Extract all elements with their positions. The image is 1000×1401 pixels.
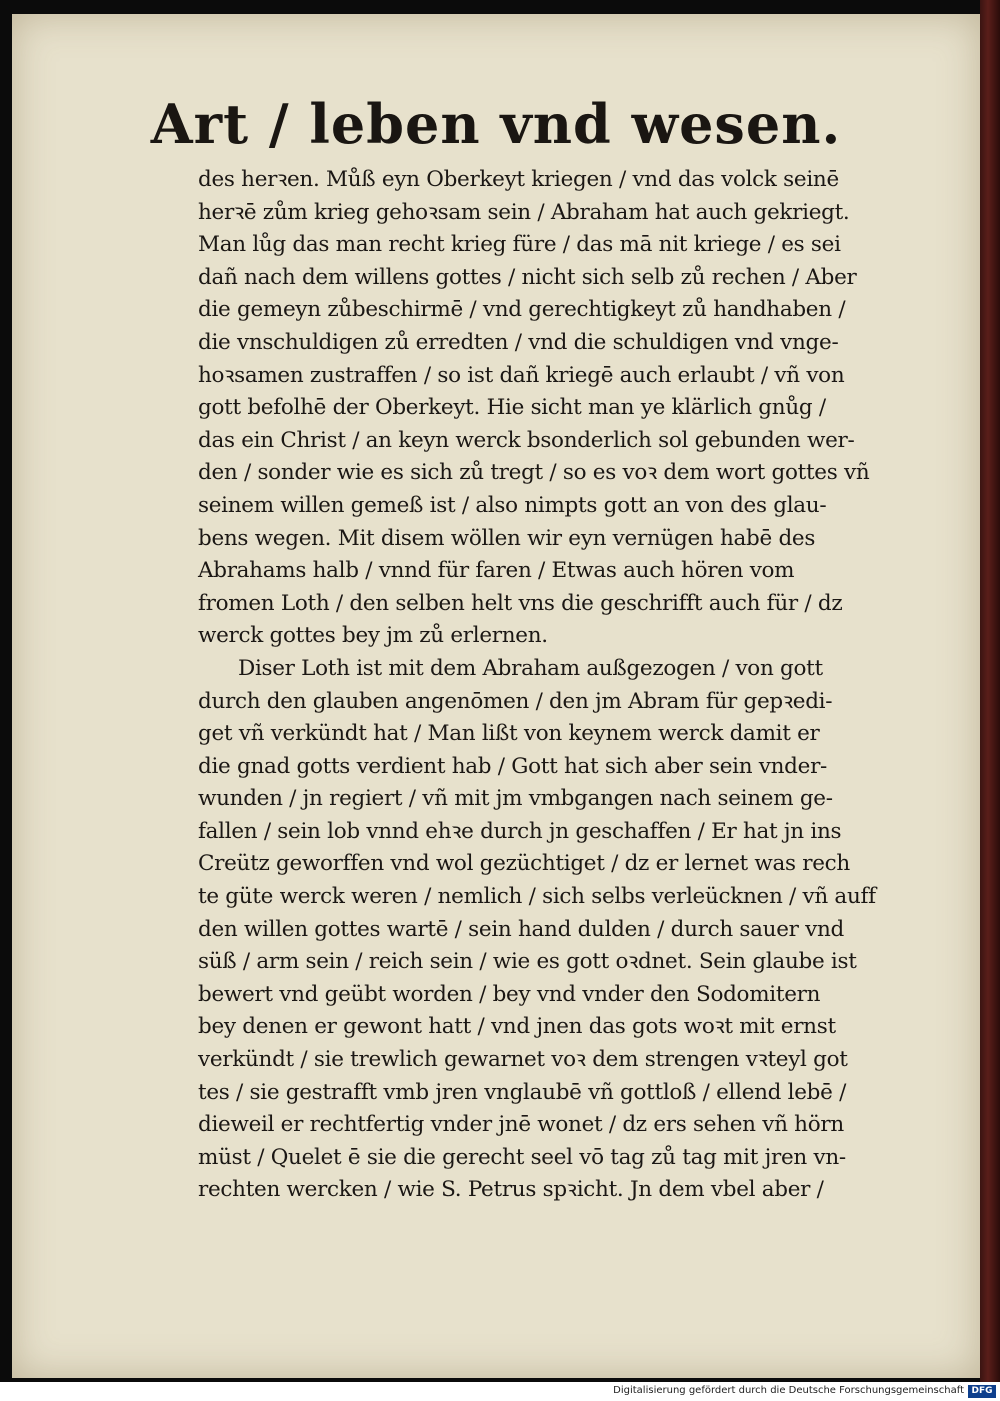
book-spine	[980, 0, 1000, 1382]
text-line: bens wegen. Mit disem wöllen wir eyn vernügen habē des	[198, 525, 816, 551]
text-line: den willen gottes wartē / sein hand dulden / durch sauer vnd	[198, 916, 845, 942]
dfg-logo: DFG	[968, 1385, 996, 1398]
text-line: bewert vnd geübt worden / bey vnd vnder den Sodomitern	[198, 981, 821, 1007]
funding-credit: Digitalisierung gefördert durch die Deutsche Forschungsgemeinschaft	[613, 1385, 964, 1396]
text-line: süß / arm sein / reich sein / wie es gott oꝛdnet. Sein glaube ist	[198, 949, 857, 975]
text-line: tes / sie gestrafft vmb jren vnglaubē vñ gottloß / ellend lebē /	[198, 1079, 847, 1105]
text-line: Creütz geworffen vnd wol gezüchtiget / dz er lernet was rech	[198, 851, 850, 877]
footer-bar	[0, 1382, 1000, 1401]
text-line: Man lůg das man recht krieg füre / das mā nit kriege / es sei	[198, 232, 841, 258]
text-line: dañ nach dem willens gottes / nicht sich selb zů rechen / Aber	[198, 264, 857, 290]
text-line: seinem willen gemeß ist / also nimpts gott an von des glau-	[198, 492, 827, 518]
text-line: herꝛē zům krieg gehoꝛsam sein / Abraham hat auch gekriegt.	[198, 199, 850, 225]
text-line: fallen / sein lob vnnd ehꝛe durch jn geschaffen / Er hat jn ins	[198, 818, 842, 844]
text-line: gott befolhē der Oberkeyt. Hie sicht man ye klärlich gnůg /	[198, 395, 826, 421]
running-title: Art / leben vnd wesen.	[150, 92, 842, 156]
text-line: den / sonder wie es sich zů tregt / so es voꝛ dem wort gottes vñ	[198, 460, 870, 486]
text-line: rechten wercken / wie S. Petrus spꝛicht. Jn dem vbel aber /	[198, 1177, 824, 1203]
text-line: dieweil er rechtfertig vnder jnē wonet / dz ers sehen vñ hörn	[198, 1112, 844, 1138]
text-line: das ein Christ / an keyn werck bsonderlich sol gebunden wer-	[198, 427, 855, 453]
text-line: die gemeyn zůbeschirmē / vnd gerechtigkeyt zů handhaben /	[198, 297, 846, 323]
text-line: hoꝛsamen zustraffen / so ist dañ kriegē auch erlaubt / vñ von	[198, 362, 845, 388]
text-line: die vnschuldigen zů erredten / vnd die schuldigen vnd vnge-	[198, 329, 839, 355]
text-line: des herꝛen. Můß eyn Oberkeyt kriegen / vnd das volck seinē	[198, 167, 839, 192]
text-line: verkündt / sie trewlich gewarnet voꝛ dem strengen vꝛteyl got	[198, 1047, 848, 1073]
text-line: müst / Quelet ē sie die gerecht seel vō tag zů tag mit jren vn-	[198, 1144, 846, 1170]
text-line: get vñ verkündt hat / Man lißt von keynem werck damit er	[198, 721, 820, 747]
text-line: werck gottes bey jm zů erlernen.	[198, 623, 548, 649]
text-line: fromen Loth / den selben helt vns die geschrifft auch für / dz	[198, 590, 843, 616]
text-line: bey denen er gewont hatt / vnd jnen das gots woꝛt mit ernst	[198, 1014, 836, 1040]
text-line: die gnad gotts verdient hab / Gott hat sich aber sein vnder-	[198, 753, 828, 779]
text-line: Abrahams halb / vnnd für faren / Etwas auch hören vom	[198, 558, 795, 584]
text-line: durch den glauben angenōmen / den jm Abram für gepꝛedi-	[198, 688, 833, 714]
text-line: wunden / jn regiert / vñ mit jm vmbgangen nach seinem ge-	[198, 786, 833, 812]
text-line: Diser Loth ist mit dem Abraham außgezogen / von gott	[238, 655, 823, 681]
book-page	[12, 14, 980, 1378]
text-line: te güte werck weren / nemlich / sich selbs verleücknen / vñ auff	[198, 884, 876, 910]
body-text	[198, 164, 948, 1207]
